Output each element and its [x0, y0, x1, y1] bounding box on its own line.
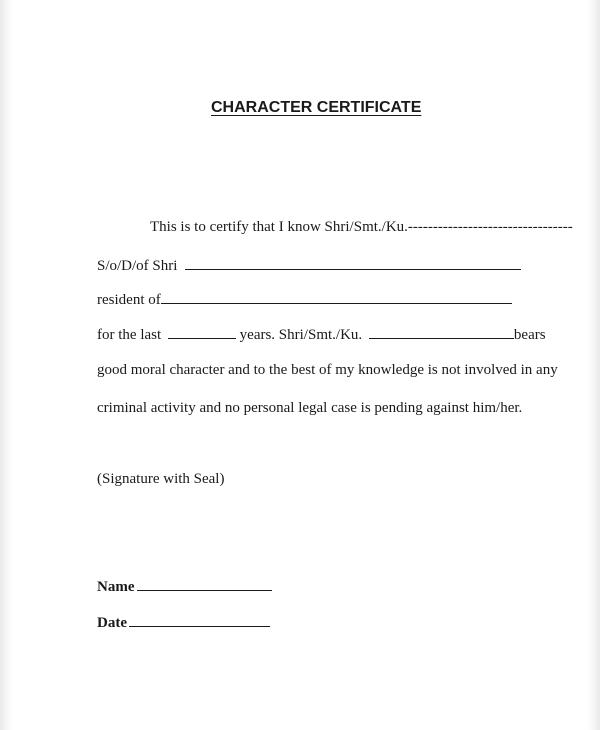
duration-prefix: for the last — [97, 327, 162, 343]
parent-name-blank[interactable] — [185, 256, 521, 270]
residence-label: resident of — [97, 292, 161, 308]
residence-blank[interactable] — [161, 290, 512, 304]
date-label: Date — [97, 615, 127, 631]
person-name-blank[interactable] — [369, 325, 514, 339]
certificate-title: CHARACTER CERTIFICATE — [211, 99, 422, 116]
name-blank[interactable] — [137, 577, 272, 591]
duration-line — [97, 325, 546, 344]
duration-middle: years. Shri/Smt./Ku. — [239, 327, 363, 343]
date-blank[interactable] — [129, 613, 270, 627]
parent-line — [97, 256, 521, 275]
criminal-line: criminal activity and no personal legal case is pending against him/her. — [97, 400, 523, 416]
page-right-edge — [588, 0, 600, 730]
residence-line — [97, 290, 512, 309]
page-left-edge — [0, 0, 12, 730]
certify-line: This is to certify that I know Shri/Smt./Ku.--------------------------------- — [150, 219, 573, 235]
signature-label: (Signature with Seal) — [97, 471, 225, 487]
duration-suffix: bears — [513, 327, 546, 343]
name-line — [97, 577, 272, 596]
parent-label: S/o/D/of Shri — [97, 258, 178, 274]
years-blank[interactable] — [168, 325, 236, 339]
name-label: Name — [97, 579, 135, 595]
character-line: good moral character and to the best of my knowledge is not involved in any — [97, 362, 558, 378]
date-line — [97, 613, 270, 632]
